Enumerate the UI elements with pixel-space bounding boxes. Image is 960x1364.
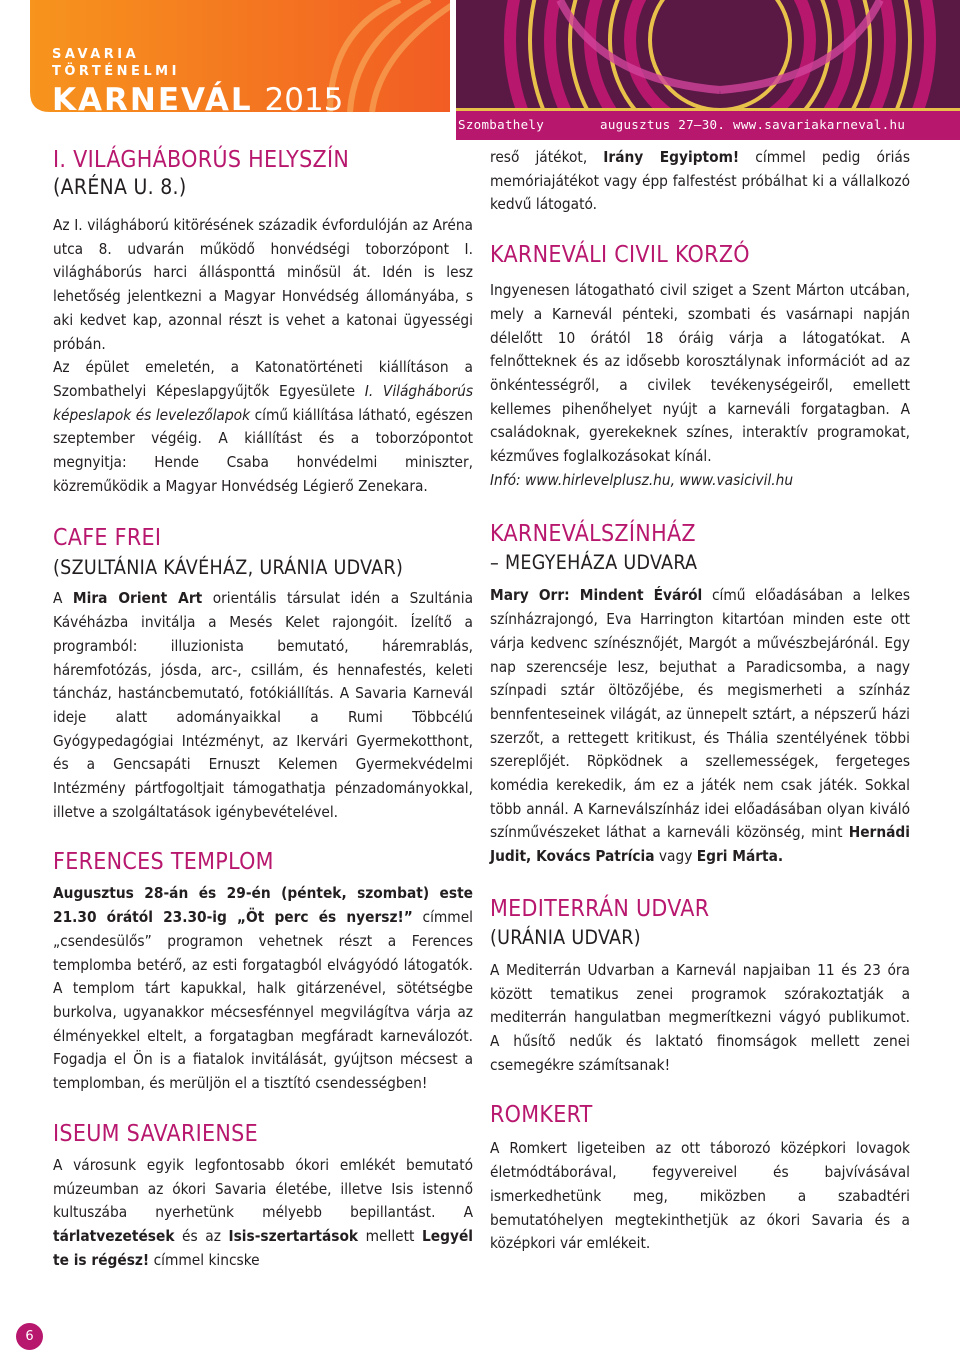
section-title-karnevalszinhaz: KARNEVÁLSZÍNHÁZ (490, 521, 696, 548)
section-title-romkert: ROMKERT (490, 1102, 593, 1129)
section-title-iseum: ISEUM SAVARIENSE (53, 1120, 258, 1147)
section-subtitle-vilaghaboru: (ARÉNA U. 8.) (53, 175, 187, 199)
program-time: Augusztus 28-án és 29-én (péntek, szombat) este 21.30 órától 23.30-ig „Öt perc és nyersz!” (53, 884, 473, 927)
brand-word: KARNEVÁL (52, 82, 253, 118)
header-website[interactable]: www.savariakarneval.hu (733, 117, 906, 132)
header-dates: augusztus 27–30. (600, 117, 726, 132)
section-title-civil-korzo: KARNEVÁLI CIVIL KORZÓ (490, 242, 750, 269)
header-banner (0, 0, 960, 140)
paragraph-vilaghaboru-2: Az épület emeletén, a Katonatörténeti kiállításon a Szombathelyi Képeslapgyűjtők Egyesülete I. Világháborús képeslapok és levelezőlapok című kiállítása látható, egészen szeptember végéig. A kiállítást és a toborzópontot megnyitja: Hende Csaba honvédelmi miniszter, közreműködik a Magyar Honvédség Légierő Zenekara. (53, 358, 473, 495)
page-number-badge: 6 (16, 1323, 43, 1350)
section-title-ferences: FERENCES TEMPLOM (53, 849, 274, 876)
paragraph-ferences: Augusztus 28-án és 29-én (péntek, szombat) este 21.30 órától 23.30-ig „Öt perc és nyersz!” címmel „csendesülős” programon vehetnek részt a Ferences templomba betérő, az esti forgatagból elvágyódó látogatók. A templom tárt kapukkal, halk gitárzenével, sötétségbe burkolva, ugyanakkor mécsesfénnyel megvilágítva várja az élményekkel eltelt, a forgatagban megfáradt karneválozót. Fogadja el Ön is a fiatalok invitálását, gyújtson mécsest a templomban, és merüljön el a tisztító csendességben! (53, 884, 474, 1093)
left-column (53, 146, 473, 1272)
section-subtitle-cafe-frei: (SZULTÁNIA KÁVÉHÁZ, URÁNIA UDVAR) (53, 556, 404, 580)
paragraph-civil-korzo: Ingyenesen látogatható civil sziget a Szent Márton utcában, mely a Karnevál pénteki, szombati és vasárnapi napján délelőtt 10 órától 18 óráig várja a látogatókat. A felnőtteknek és az idősebb korosztálynak információt ad az önkéntességről, a civilek tevékenységeiről, emellett kellemes pihenőhelyet nyújt a karneváli forgatagban. A családoknak, gyerekeknek színes, interaktív programokat, kézműves foglalkozásokat kínál. (490, 281, 910, 466)
right-column (490, 146, 910, 1256)
section-title-mediterran: MEDITERRÁN UDVAR (490, 895, 710, 922)
paragraph-romkert: A Romkert ligeteiben az ott táborozó középkori lovagok életmódtáborával, fegyvereivel és bajvívásával ismerkedhetünk meg, miközben a szabadtéri bemutatóhelyen megtekinthetjük az ókori Savaria és a középkori vár emlékeit. (490, 1139, 910, 1253)
section-title-cafe-frei: CAFE FREI (53, 525, 162, 552)
brand-line-savaria: SAVARIA (52, 47, 140, 62)
section-subtitle-karnevalszinhaz: – MEGYEHÁZA UDVARA (490, 551, 698, 575)
section-subtitle-mediterran: (URÁNIA UDVAR) (490, 925, 641, 949)
brand-line-karneval (52, 82, 343, 118)
section-title-vilaghaboru: I. VILÁGHÁBORÚS HELYSZÍN (53, 147, 350, 173)
paragraph-iseum: A városunk egyik legfontosabb ókori emlékét bemutató múzeumban az ókori Savaria életébe, illetve Isis istennő kultuszába nyerhetünk mélyebb bepillantást. A tárlatvezetések és az Isis-szertartások mellett Legyél te is régész! címmel kincske (53, 1155, 473, 1269)
brand-year: 2015 (264, 82, 344, 118)
info-links: Infó: www.hirlevelplusz.hu, www.vasicivil.hu (490, 470, 794, 489)
exhibition-title: I. Világháborús képeslapok és levelezőlapok (53, 381, 473, 424)
paragraph-egyiptom: reső játékot, Irány Egyiptom! címmel pedig óriás memóriajátékot vagy épp falfestést próbálhat ki a vállalkozó kedvű látogató. (490, 148, 911, 214)
paragraph-vilaghaboru-1: Az I. világháború kitörésének századik évfordulóján az Aréna utca 8. udvarán működő honvédségi toborzópont I. világháborús harci állásponttá minősül át. Idén is lesz lehetőség jelentkezni a Magyar Honvédség állományába, s aki kedvet kap, azonnal részt is vehet a katonai ügyességi próbán. (53, 216, 473, 353)
paragraph-mediterran: A Mediterrán Udvarban a Karnevál napjaiban 11 és 23 óra között tematikus zenei programok szórakoztatják a mediterrán hangulatban megmerítkezni vágyó publikumot. A hűsítő nedűk és laktató finomságok mellett zenei csemegékre számítsanak! (490, 960, 910, 1074)
group-name: Mira Orient Art (72, 589, 203, 608)
paragraph-cafe-frei: A Mira Orient Art orientális társulat idén a Szultánia Kávéházba invitálja a Mesés Kelet rajongóit. Ízelítő a programból: illuzionista bemutató, háremrablás, háremfotózás, jósda, arc-, csillám, és hennafestés, keleti táncház, hastáncbemutató, fotókiállítás. A Savaria Karnevál ideje alatt adományaikkal a Rumi Többcélú Gyógypedagógiai Intézményt, az Ikervári Gyermekotthont, és a Gencsapáti Ernuszt Kelemen Gyermekvédelmi Intézmény pártfogoltjait támogathatja pénzadományokkal, illetve a szolgáltatások igénybevételével. (53, 589, 473, 821)
event-logo (52, 46, 343, 118)
header-city: Szombathely (458, 117, 545, 132)
brand-line-tortenelmi: TÖRTÉNELMI (52, 64, 180, 79)
paragraph-karnevalszinhaz: Mary Orr: Mindent Éváról című előadásában a lelkes színházrajongó, Eva Harrington kitartóan minden este ott várja kedvenc színésznőjét, Margót a művészbejárónál. Egy nap szerencséje lesz, bejuthat a Paradicsomba, a nagy színpadi sztár öltözőjébe, és megismerheti a színház bennfenteseinek világát, az ünnepelt sztárt, a népszerű házi szerzőt, a rettegett kritikust, és Thália szentélyének többi szereplőjét. Röpködnek a szellemességek, fergeteges komédia kerekedik, ám ez a játék nem csak játék. Sokkal több annál. A Karneválszínház idei előadásában olyan kiváló színművészeket láthat a karneváli közönség, mint Hernádi Judit, Kovács Patrícia vagy Egri Márta. (490, 586, 910, 866)
